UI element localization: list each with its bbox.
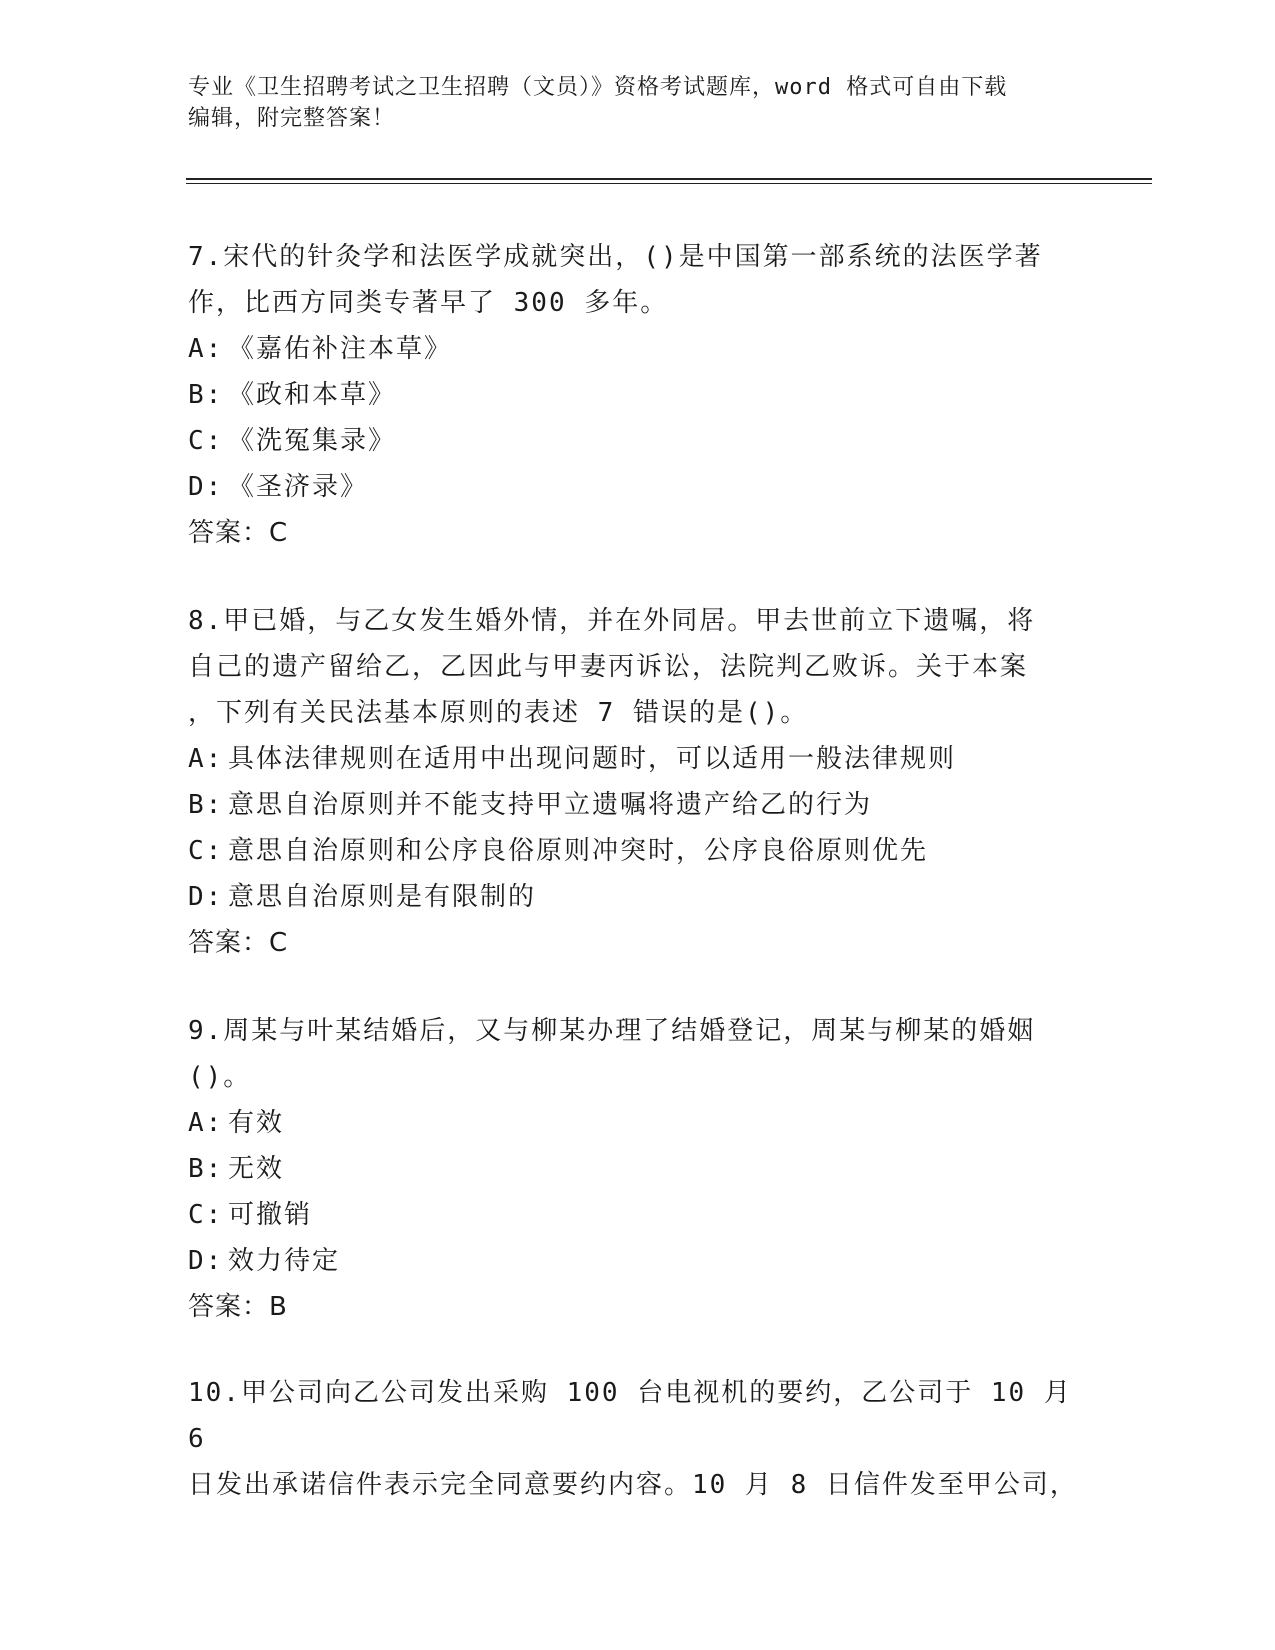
option-key: C:	[188, 1200, 224, 1230]
question-stem-line: 7.宋代的针灸学和法医学成就突出，()是中国第一部系统的法医学著	[188, 242, 1043, 272]
header-divider-thick	[186, 178, 1152, 180]
question-7	[188, 234, 1088, 556]
option-text: 效力待定	[228, 1246, 341, 1276]
answer-line: 答案：B	[188, 1292, 288, 1322]
option-d	[188, 1238, 1088, 1284]
question-stem-line: 作，比西方同类专著早了 300 多年。	[188, 288, 669, 318]
header-line-2: 编辑，附完整答案！	[188, 106, 396, 131]
option-text: 意思自治原则和公序良俗原则冲突时，公序良俗原则优先	[228, 836, 929, 866]
question-stem-line: ，下列有关民法基本原则的表述 7 错误的是()。	[188, 698, 809, 728]
option-text: 《政和本草》	[228, 380, 397, 410]
option-a	[188, 1100, 1088, 1146]
question-9	[188, 1008, 1088, 1330]
option-d	[188, 464, 1088, 510]
option-c	[188, 418, 1088, 464]
header-line-1: 专业《卫生招聘考试之卫生招聘（文员）》资格考试题库，word 格式可自由下载	[188, 75, 1008, 100]
option-text: 意思自治原则并不能支持甲立遗嘱将遗产给乙的行为	[228, 790, 873, 820]
question-stem-line: 日发出承诺信件表示完全同意要约内容。10 月 8 日信件发至甲公司，	[188, 1470, 1078, 1500]
option-b	[188, 1146, 1088, 1192]
option-key: D:	[188, 1246, 224, 1276]
option-key: A:	[188, 334, 224, 364]
option-c	[188, 1192, 1088, 1238]
option-text: 无效	[228, 1154, 285, 1184]
option-key: B:	[188, 1154, 224, 1184]
answer-line: 答案：C	[188, 518, 289, 548]
option-key: B:	[188, 380, 224, 410]
option-b	[188, 782, 1088, 828]
document-header	[188, 72, 1088, 134]
option-b	[188, 372, 1088, 418]
option-key: A:	[188, 744, 224, 774]
question-stem-line: 9.周某与叶某结婚后，又与柳某办理了结婚登记，周某与柳某的婚姻	[188, 1016, 1036, 1046]
option-text: 《圣济录》	[228, 472, 369, 502]
option-text: 具体法律规则在适用中出现问题时，可以适用一般法律规则	[228, 744, 957, 774]
question-8	[188, 598, 1088, 966]
option-text: 意思自治原则是有限制的	[228, 882, 537, 912]
option-key: A:	[188, 1108, 224, 1138]
option-text: 有效	[228, 1108, 285, 1138]
option-a	[188, 736, 1088, 782]
question-stem-line: 8.甲已婚，与乙女发生婚外情，并在外同居。甲去世前立下遗嘱，将	[188, 606, 1036, 636]
option-key: B:	[188, 790, 224, 820]
question-stem-line: ()。	[188, 1062, 252, 1092]
option-key: D:	[188, 472, 224, 502]
question-stem-line: 10.甲公司向乙公司发出采购 100 台电视机的要约，乙公司于 10 月 6	[188, 1378, 1072, 1454]
option-key: C:	[188, 426, 224, 456]
option-d	[188, 874, 1088, 920]
option-text: 《嘉佑补注本草》	[228, 334, 453, 364]
option-a	[188, 326, 1088, 372]
question-10	[188, 1370, 1088, 1508]
option-key: C:	[188, 836, 224, 866]
header-divider-thin	[186, 183, 1152, 184]
answer-line: 答案：C	[188, 928, 289, 958]
question-stem-line: 自己的遗产留给乙，乙因此与甲妻丙诉讼，法院判乙败诉。关于本案	[188, 652, 1029, 682]
option-key: D:	[188, 882, 224, 912]
option-c	[188, 828, 1088, 874]
option-text: 《洗冤集录》	[228, 426, 397, 456]
option-text: 可撤销	[228, 1200, 313, 1230]
